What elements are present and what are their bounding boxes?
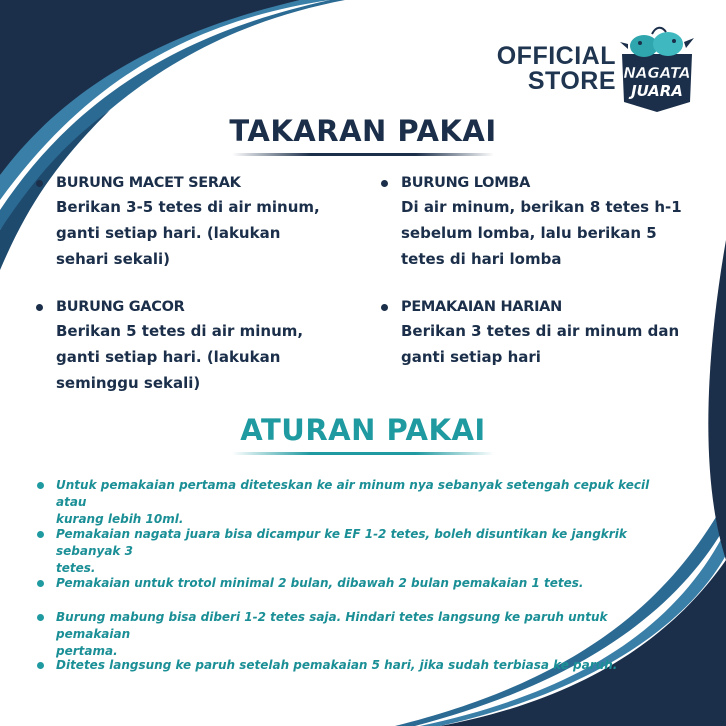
rule-line: Ditetes langsung ke paruh setelah pemakaian 5 hari, jika sudah terbiasa ke paruh.	[56, 658, 618, 672]
dose-line: ganti setiap hari. (lakukan	[56, 224, 281, 242]
dose-line: Berikan 3 tetes di air minum dan	[401, 322, 680, 340]
section-title-aturan: ATURAN PAKAI	[240, 413, 486, 447]
dose-heading: BURUNG GACOR	[56, 299, 185, 315]
rule-item	[56, 575, 678, 592]
rule-item	[56, 477, 678, 528]
rule-item	[56, 657, 678, 674]
rule-item	[56, 526, 678, 577]
dose-line: Berikan 3-5 tetes di air minum,	[56, 198, 320, 216]
bullet-icon	[36, 304, 43, 311]
bullet-icon	[36, 180, 43, 187]
rule-line: Pemakaian untuk trotol minimal 2 bulan, dibawah 2 bulan pemakaian 1 tetes.	[56, 576, 584, 590]
dose-item-harian	[401, 297, 701, 370]
bullet-icon	[381, 180, 388, 187]
dose-heading: PEMAKAIAN HARIAN	[401, 299, 562, 315]
dose-text	[401, 194, 701, 272]
bullet-icon	[37, 482, 44, 489]
bullet-icon	[37, 662, 44, 669]
rule-line: Burung mabung bisa diberi 1-2 tetes saja. Hindari tetes langsung ke paruh untuk pemakaian	[56, 610, 608, 641]
official-store-label	[497, 44, 616, 94]
rule-item	[56, 609, 678, 660]
dose-line: sebelum lomba, lalu berikan 5	[401, 224, 657, 242]
title-underline	[232, 153, 494, 156]
dose-line: ganti setiap hari	[401, 348, 541, 366]
rule-line: Untuk pemakaian pertama diteteskan ke air minum nya sebanyak setengah cepuk kecil atau	[56, 478, 650, 509]
logo-text-juara: JUARA	[631, 82, 683, 100]
store-line-2: STORE	[527, 67, 616, 95]
dose-line: Di air minum, berikan 8 tetes h-1	[401, 198, 682, 216]
store-line-1: OFFICIAL	[496, 42, 616, 70]
bullet-icon	[37, 580, 44, 587]
bullet-icon	[37, 614, 44, 621]
rule-line: kurang lebih 10ml.	[56, 512, 184, 526]
bullet-icon	[37, 531, 44, 538]
section-title-takaran: TAKARAN PAKAI	[229, 114, 497, 148]
rule-line: tetes.	[56, 561, 96, 575]
logo-text-nagata: NAGATA	[623, 64, 691, 82]
dose-text	[56, 318, 356, 396]
title-underline	[232, 452, 494, 455]
dose-text	[401, 318, 701, 370]
rule-line: pertama.	[56, 644, 118, 658]
nagata-juara-logo	[616, 24, 698, 114]
dose-line: ganti setiap hari. (lakukan	[56, 348, 281, 366]
dose-item-gacor	[56, 297, 356, 396]
dose-heading: BURUNG LOMBA	[401, 175, 531, 191]
dose-text	[56, 194, 356, 272]
dose-item-macet-serak	[56, 173, 356, 272]
dose-heading: BURUNG MACET SERAK	[56, 175, 241, 191]
dose-line: tetes di hari lomba	[401, 250, 562, 268]
dose-line: seminggu sekali)	[56, 374, 201, 392]
dose-line: Berikan 5 tetes di air minum,	[56, 322, 304, 340]
bullet-icon	[381, 304, 388, 311]
dose-item-lomba	[401, 173, 701, 272]
rule-line: Pemakaian nagata juara bisa dicampur ke EF 1-2 tetes, boleh disuntikan ke jangkrik sebanyak 3	[56, 527, 627, 558]
dose-line: sehari sekali)	[56, 250, 171, 268]
